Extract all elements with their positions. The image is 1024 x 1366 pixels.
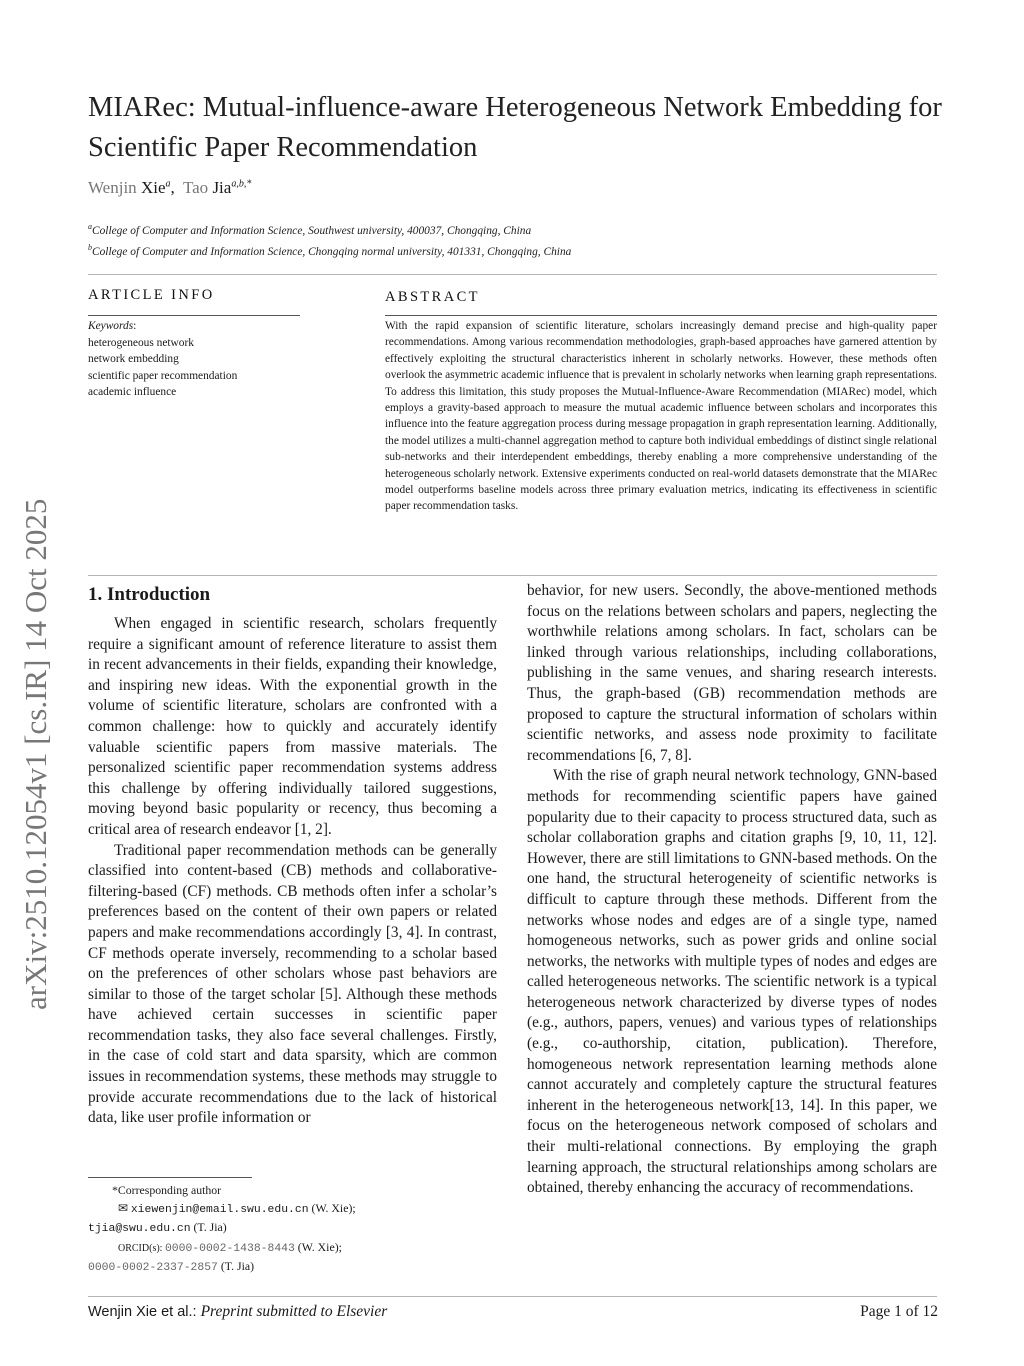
keywords-block: Keywords: heterogeneous network network embedding scientific paper recommendation academic influence	[88, 318, 303, 401]
author-2-marks: a,b,*	[231, 178, 252, 190]
footer-authors: Wenjin Xie et al.:	[88, 1304, 201, 1320]
keyword: network embedding	[88, 353, 179, 365]
paragraph: With the rise of graph neural network technology, GNN-based methods for recommending scientific papers have gained popularity due to their capacity to process structured data, such as scholar collaboration graphs and citation graphs [9, 10, 11, 12]. However, there are still limitations to GNN-based methods. On the one hand, the structural heterogeneity of scientific networks is difficult to capture through these methods. Different from the networks whose nodes and edges are of a single type, named homogeneous networks, such as power grids and online social networks, the networks with multiple types of nodes and edges are called heterogeneous networks. The scientific network is a typical heterogeneous network characterized by diverse types of nodes (e.g., authors, papers, venues) and various types of relationships (e.g., co-authorship, citation, publication). Therefore, homogeneous network representation learning methods alone cannot accurately and completely capture the structural features inherent in the heterogeneous network[13, 14]. In this paper, we focus on the heterogeneous network composed of scholars and their multi-relational connections. By employing the graph learning approach, the structural relationships among scholars are obtained, thereby enhancing the accuracy of recommendations.	[527, 767, 937, 1197]
paragraph: behavior, for new users. Secondly, the above-mentioned methods focus on the relations between scholars and papers, neglecting the worthwhile relations among scholars. In fact, scholars can be linked through various relationships, including collaborations, publishing in the same venues, and sharing research interests. Thus, the graph-based (GB) recommendation methods are proposed to capture the structural information of scholars within scientific networks, and assess node proximity to facilitate recommendations [6, 7, 8].	[527, 582, 937, 764]
envelope-icon: ✉	[118, 1200, 128, 1215]
author-2-family: Jia	[212, 178, 232, 197]
footnote-rule	[88, 1177, 252, 1178]
affiliation-a	[88, 222, 531, 237]
keyword: heterogeneous network	[88, 336, 194, 349]
affiliation-b	[88, 243, 571, 258]
email-owner: (W. Xie);	[308, 1200, 356, 1215]
affiliation-mark: a	[88, 222, 92, 231]
left-column-body	[88, 614, 497, 1129]
author-list: Wenjin Xie$^a$, Tao Jia$^{a,b,*}$	[88, 178, 252, 197]
page-number: Page 1 of 12	[860, 1303, 938, 1320]
arxiv-side-banner: arXiv:2510.12054v1 [cs.IR] 14 Oct 2025	[18, 498, 53, 1010]
author-1-family: Xie	[140, 178, 166, 197]
affiliation-text: College of Computer and Information Science, Chongqing normal university, 401331, Chongqing, China	[92, 245, 572, 258]
footer-rule	[88, 1296, 937, 1297]
divider	[385, 315, 937, 316]
paragraph: When engaged in scientific research, scholars frequently require a significant amount of reference literature to assist them in recent advancements in their fields, expanding their knowledge, and inspiring new ideas. With the exponential growth in the volume of scientific literature, scholars are confronted with a common challenge: how to quickly and accurately identify valuable scientific papers from massive materials. The personalized scientific paper recommendation systems address this challenge by offering individually tailored suggestions, moving beyond basic popularity or recency, thus becoming a critical area of research endeavor [1, 2].	[88, 615, 497, 838]
footnote	[88, 1182, 498, 1278]
orcid-owner: (T. Jia)	[217, 1259, 255, 1273]
divider	[88, 274, 937, 275]
author-1-given: Wenjin	[88, 178, 137, 197]
paragraph: Traditional paper recommendation methods can be generally classified into content-based (CB) methods and collaborative-filtering-based (CF) methods. CB methods often infer a scholar’s preferences based on the content of their own papers or related papers and make recommendations accordingly [3, 4]. In contrast, CF methods operate inversely, recommending to a scholar based on the preferences of other scholars whose past behaviors are similar to those of the target scholar [5]. Although these methods have achieved certain successes in scientific paper recommendation tasks, they also face several challenges. Firstly, in the case of cold start and data sparsity, which are common issues in recommendation systems, these methods may struggle to provide accurate recommendations due to the lack of historical data, like user profile information or	[88, 841, 497, 1127]
affiliation-mark: b	[88, 243, 92, 252]
abstract-heading: ABSTRACT	[385, 289, 480, 305]
email-link[interactable]: xiewenjin@email.swu.edu.cn	[130, 1203, 309, 1216]
email-owner: (T. Jia)	[190, 1220, 227, 1234]
divider	[88, 575, 937, 576]
footer-venue: Preprint submitted to Elsevier	[200, 1303, 388, 1320]
right-column-body	[527, 581, 937, 1199]
paper-title: MIARec: Mutual-influence-aware Heterogeneous Network Embedding for Scientific Paper Recommendation	[88, 92, 942, 163]
author-2-given: Tao	[182, 178, 209, 197]
orcid-owner: (W. Xie);	[294, 1239, 342, 1254]
affiliation-text: College of Computer and Information Science, Southwest university, 400037, Chongqing, China	[92, 224, 532, 237]
orcid-link[interactable]: 0000-0002-2337-2857	[88, 1262, 218, 1274]
keyword: academic influence	[88, 386, 177, 398]
article-info-heading: ARTICLE INFO	[88, 287, 215, 303]
email-link[interactable]: tjia@swu.edu.cn	[88, 1223, 191, 1235]
divider	[88, 315, 300, 316]
section-heading-introduction: 1. Introduction	[88, 584, 211, 605]
keyword: scientific paper recommendation	[88, 369, 238, 382]
corresponding-author-note: *Corresponding author	[112, 1183, 222, 1197]
orcid-link[interactable]: 0000-0002-1438-8443	[164, 1242, 295, 1255]
abstract-text: With the rapid expansion of scientific literature, scholars increasingly demand precise and high-quality paper recommendations. Among various recommendation methodologies, graph-based approaches have garnered attention by effectively exploiting the structural characteristics inherent in scholarly networks. However, these methods often overlook the asymmetric academic influence that is prevalent in scholarly networks when learning graph representations. To address this limitation, this study proposes the Mutual-Influence-Aware Recommendation (MIARec) model, which employs a gravity-based approach to measure the mutual academic influence between scholars and incorporates this influence into the feature aggregation process during message propagation in graph representation learning. Additionally, the model utilizes a multi-channel aggregation method to capture both individual embeddings of distinct single relational sub-networks and their interdependent embeddings, thereby enabling a more comprehensive understanding of the heterogeneous scholarly network. Extensive experiments conducted on real-world datasets demonstrate that the MIARec model outperforms baseline models across three primary evaluation metrics, indicating its effectiveness in scientific paper recommendation tasks.	[385, 320, 937, 513]
keywords-label: Keywords	[88, 320, 134, 332]
author-1-marks: a	[165, 178, 171, 190]
orcid-label: ORCID(s):	[118, 1242, 165, 1254]
